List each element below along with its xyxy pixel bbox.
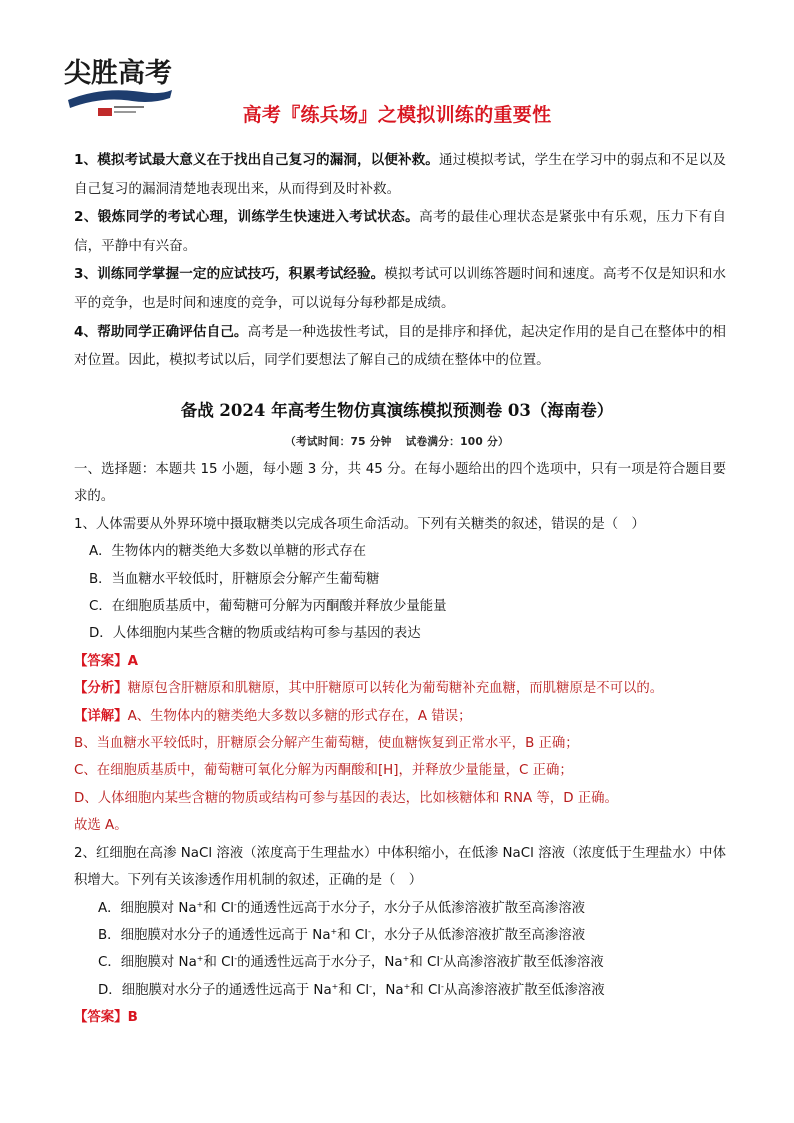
question-stem: 1、人体需要从外界环境中摄取糖类以完成各项生命活动。下列有关糖类的叙述，错误的是（ ） [74, 516, 645, 532]
intro-list [74, 146, 726, 375]
answer-value: A [127, 653, 138, 669]
intro-item [74, 260, 726, 317]
question-option: D．细胞膜对水分子的通透性远高于 Na+和 Cl-，Na+和 Cl-从高渗溶液扩散至低渗溶液 [98, 981, 605, 998]
intro-item-text: 高考的最佳心理状态是紧张中有乐观，压力下有自信，平静中有兴奋。 [74, 209, 726, 254]
intro-item-bold: 3、训练同学掌握一定的应试技巧，积累考试经验。 [74, 266, 385, 283]
question-option: B．细胞膜对水分子的通透性远高于 Na+和 Cl-，水分子从低渗溶液扩散至高渗溶液 [98, 926, 586, 943]
intro-item-bold: 2、锻炼同学的考试心理，训练学生快速进入考试状态。 [74, 209, 420, 226]
intro-item-bold: 1、模拟考试最大意义在于找出自己复习的漏洞，以便补救。 [74, 152, 439, 168]
analysis-line [74, 675, 726, 702]
exam-score: 试卷满分：100 分） [405, 436, 509, 448]
answer-label: 【答案】 [74, 653, 128, 669]
question-option: A．细胞膜对 Na+和 Cl-的通透性远高于水分子，水分子从低渗溶液扩散至高渗溶液 [98, 899, 586, 916]
intro-item-bold: 4、帮助同学正确评估自己。 [74, 323, 248, 340]
answer-line [74, 1004, 726, 1031]
banner-title: 高考『练兵场』之模拟训练的重要性 [242, 104, 552, 126]
detail-text: A、生物体内的糖类绝大多数以多糖的形式存在，A 错误； [127, 708, 472, 724]
intro-item-text: 模拟考试可以训练答题时间和速度。高考不仅是知识和水平的竞争，也是时间和速度的竞争，可以说每分每秒都是成绩。 [74, 266, 726, 311]
detail-line: B、当血糖水平较低时，肝糖原会分解产生葡萄糖，使血糖恢复到正常水平，B 正确； [74, 736, 579, 752]
conclusion-line: 故选 A。 [74, 818, 128, 834]
answer-value: B [127, 1010, 138, 1026]
detail-line: D、人体细胞内某些含糖的物质或结构可参与基因的表达，比如核糖体和 RNA 等，D 正确。 [74, 790, 618, 806]
answer-line [74, 648, 726, 675]
analysis-label: 【分析】 [74, 681, 128, 697]
question-option: B．当血糖水平较低时，肝糖原会分解产生葡萄糖 [89, 571, 380, 587]
exam-body [74, 456, 726, 1032]
analysis-text: 糖原包含肝糖原和肌糖原，其中肝糖原可以转化为葡萄糖补充血糖，而肌糖原是不可以的。 [127, 681, 664, 697]
intro-item [74, 146, 726, 203]
question-option: D．人体细胞内某些含糖的物质或结构可参与基因的表达 [89, 626, 421, 642]
detail-label: 【详解】 [74, 708, 128, 724]
answer-label: 【答案】 [74, 1010, 128, 1026]
section-heading: 一、选择题：本题共 15 小题，每小题 3 分，共 45 分。在每小题给出的四个选项中，只有一项是符合题目要求的。 [74, 462, 726, 505]
exam-time: （考试时间：75 分钟 [285, 436, 392, 448]
intro-item [74, 203, 726, 260]
exam-meta [0, 434, 794, 449]
question-option: C．细胞膜对 Na+和 Cl-的通透性远高于水分子，Na+和 Cl-从高渗溶液扩散至低渗溶液 [98, 954, 604, 971]
logo-text: 尖胜高考 [64, 58, 172, 89]
question-option: A．生物体内的糖类绝大多数以单糖的形式存在 [89, 544, 366, 560]
intro-item [74, 318, 726, 375]
detail-line [74, 703, 726, 730]
intro-item-text: 通过模拟考试，学生在学习中的弱点和不足以及自己复习的漏洞清楚地表现出来，从而得到及时补救。 [74, 152, 726, 197]
question-option: C．在细胞质基质中，葡萄糖可分解为丙酮酸并释放少量能量 [89, 599, 447, 615]
detail-line: C、在细胞质基质中，葡萄糖可氧化分解为丙酮酸和[H]，并释放少量能量，C 正确； [74, 763, 573, 779]
intro-item-text: 高考是一种选拔性考试，目的是排序和择优，起决定作用的是自己在整体中的相对位置。因此，模拟考试以后，同学们要想法了解自己的成绩在整体中的位置。 [74, 323, 726, 369]
question-stem: 2、红细胞在高渗 NaCl 溶液（浓度高于生理盐水）中体积缩小，在低渗 NaCl 溶液（浓度低于生理盐水）中体积增大。下列有关该渗透作用机制的叙述，正确的是（ ） [74, 845, 726, 889]
exam-title: 备战 2024 年高考生物仿真演练模拟预测卷 03（海南卷） [180, 401, 614, 420]
